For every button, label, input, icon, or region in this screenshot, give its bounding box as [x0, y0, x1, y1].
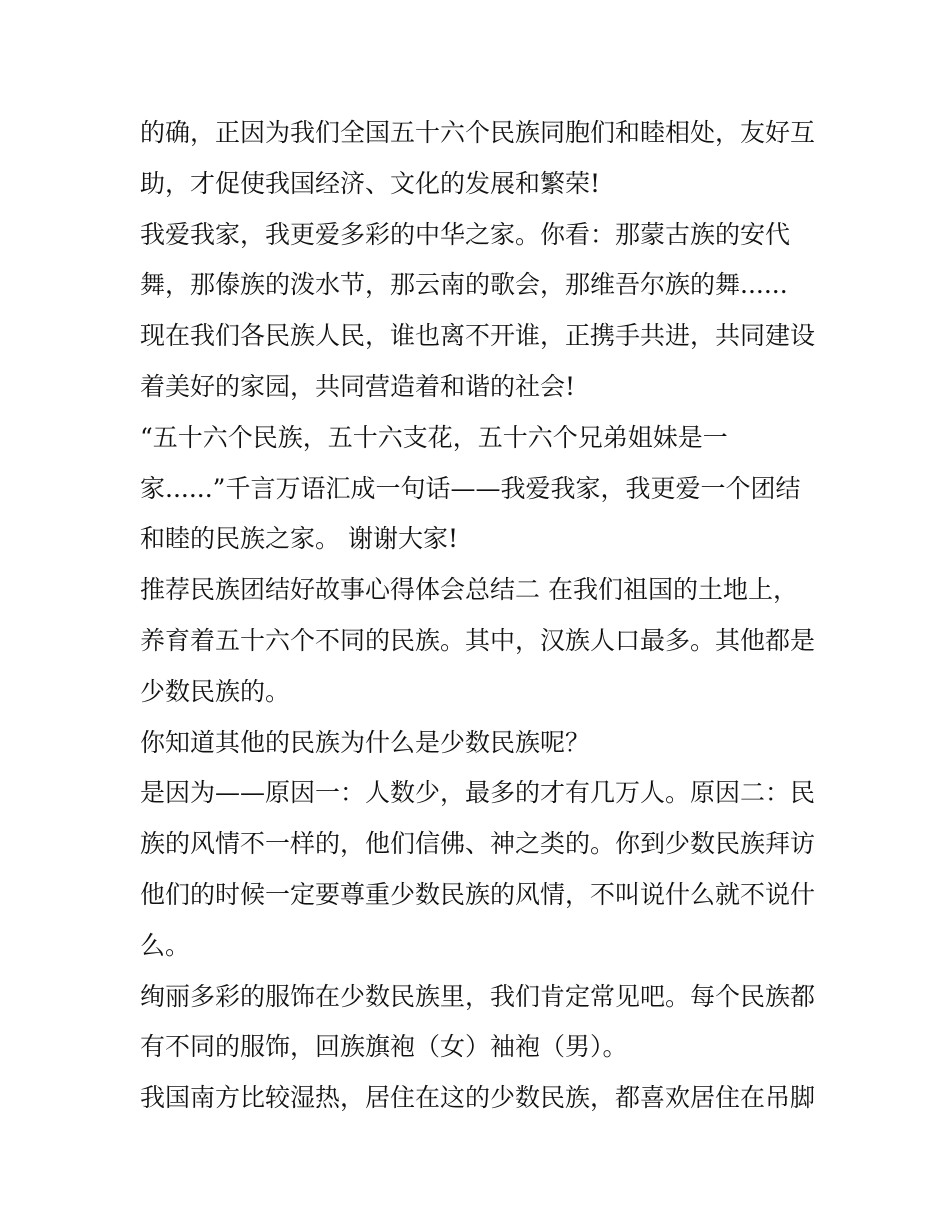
text-line: 舞，那傣族的泼水节，那云南的歌会，那维吾尔族的舞......: [140, 270, 788, 300]
text-line: 绚丽多彩的服饰在少数民族里，我们肯定常见吧。每个民族都: [140, 981, 816, 1011]
text-line: 是因为——原因一：人数少，最多的才有几万人。原因二：民: [140, 778, 816, 808]
text-line: 我爱我家，我更爱多彩的中华之家。你看：那蒙古族的安代: [140, 219, 791, 249]
text-line: 养育着五十六个不同的民族。其中，汉族人口最多。其他都是: [140, 625, 816, 655]
text-line: 他们的时候一定要尊重少数民族的风情，不叫说什么就不说什: [140, 879, 816, 909]
text-line: 的确，正因为我们全国五十六个民族同胞们和睦相处，友好互: [140, 118, 816, 147]
text-line: 助，才促使我国经济、文化的发展和繁荣!: [140, 168, 601, 198]
text-line: 有不同的服饰，回族旗袍（女）袖袍（男）。: [140, 1032, 628, 1062]
document-body: [140, 108, 820, 1124]
text-line: 你知道其他的民族为什么是少数民族呢？: [140, 727, 591, 757]
text-line: “五十六个民族，五十六支花，五十六个兄弟姐妹是一: [140, 422, 728, 452]
text-line: 着美好的家园，共同营造着和谐的社会!: [140, 371, 576, 401]
text-line: 么。: [140, 930, 191, 960]
text-line: 现在我们各民族人民，谁也离不开谁，正携手共进，共同建设: [140, 321, 816, 351]
text-line: 家......”千言万语汇成一句话——我爱我家，我更爱一个团结: [140, 473, 801, 503]
text-line: 我国南方比较湿热，居住在这的少数民族，都喜欢居住在吊脚: [140, 1083, 816, 1113]
text-line: 推荐民族团结好故事心得体会总结二 在我们祖国的土地上，: [140, 575, 798, 605]
text-line: 少数民族的。: [140, 676, 291, 706]
text-line: 和睦的民族之家。 谢谢大家!: [140, 524, 458, 554]
text-line: 族的风情不一样的，他们信佛、神之类的。你到少数民族拜访: [140, 829, 816, 859]
